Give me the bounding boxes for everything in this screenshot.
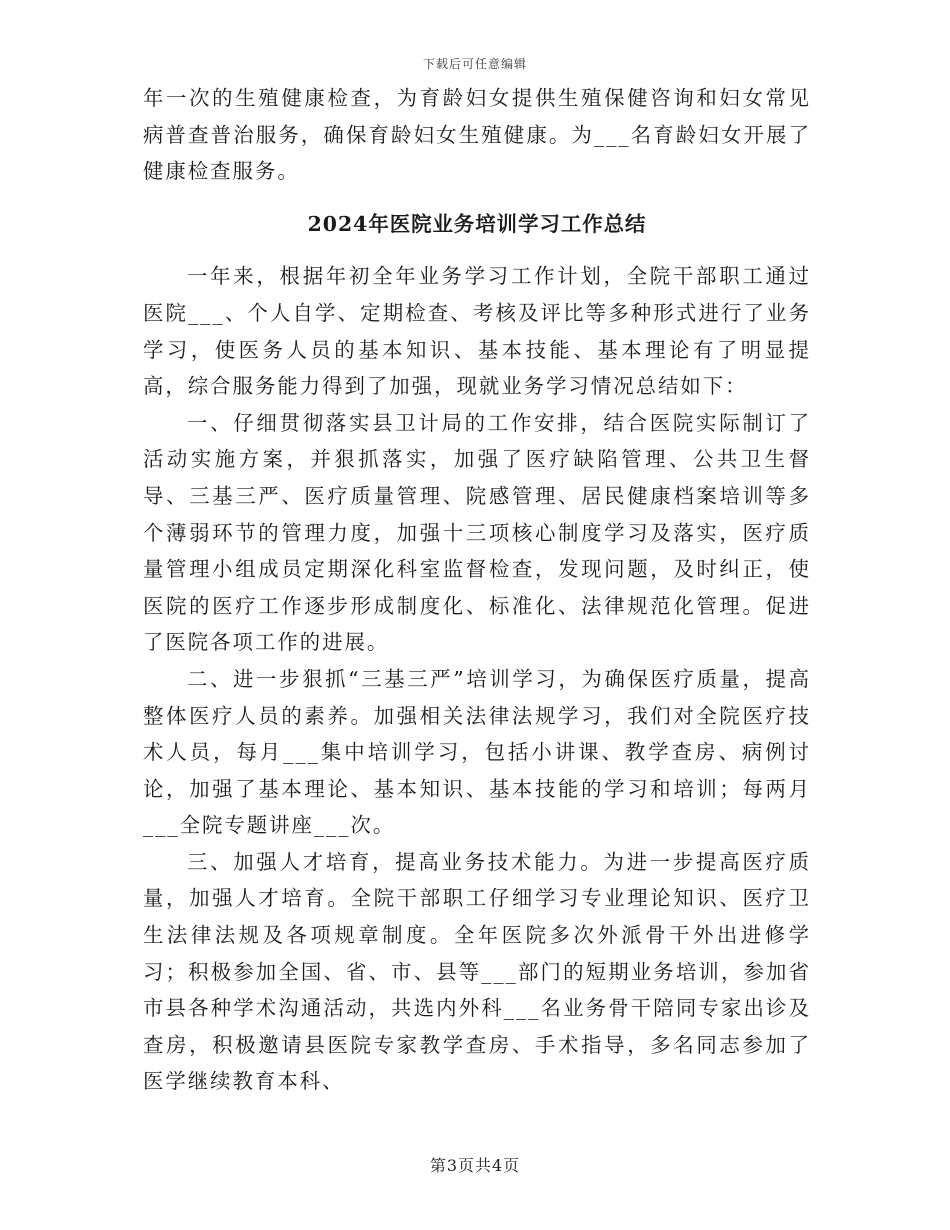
page-number: 第3页共4页 bbox=[429, 1156, 521, 1175]
document-body bbox=[143, 80, 811, 1100]
intro-paragraph: 年一次的生殖健康检查，为育龄妇女提供生殖保健咨询和妇女常见病普查普治服务，确保育龄妇女生殖健康。为___名育龄妇女开展了健康检查服务。 bbox=[143, 86, 811, 184]
paragraph-section-one: 一、仔细贯彻落实县卫计局的工作安排，结合医院实际制订了活动实施方案，并狠抓落实，加强了医疗缺陷管理、公共卫生督导、三基三严、医疗质量管理、院感管理、居民健康档案培训等多个薄弱环节的管理力度，加强十三项核心制度学习及落实，医疗质量管理小组成员定期深化科室监督检查，发现问题，及时纠正，使医院的医疗工作逐步形成制度化、标准化、法律规范化管理。促进了医院各项工作的进展。 bbox=[143, 410, 811, 655]
paragraph-section-three: 三、加强人才培育，提高业务技术能力。为进一步提高医疗质量，加强人才培育。全院干部职工仔细学习专业理论知识、医疗卫生法律法规及各项规章制度。全年医院多次外派骨干外出进修学习；积极参加全国、省、市、县等___部门的短期业务培训，参加省市县各种学术沟通活动，共选内外科___名业务骨干陪同专家出诊及查房，积极邀请县医院专家教学查房、手术指导，多名同志参加了医学继续教育本科、 bbox=[143, 849, 811, 1094]
paragraph-overview: 一年来，根据年初全年业务学习工作计划，全院干部职工通过医院___、个人自学、定期检查、考核及评比等多种形式进行了业务学习，使医务人员的基本知识、基本技能、基本理论有了明显提高，综合服务能力得到了加强，现就业务学习情况总结如下： bbox=[143, 264, 811, 399]
document-title: 2024年医院业务培训学习工作总结 bbox=[307, 211, 647, 236]
paragraph-section-two: 二、进一步狠抓“三基三严”培训学习，为确保医疗质量，提高整体医疗人员的素养。加强相关法律法规学习，我们对全院医疗技术人员，每月___集中培训学习，包括小讲课、教学查房、病例讨论，加强了基本理论、基本知识、基本技能的学习和培训；每两月___全院专题讲座___次。 bbox=[143, 666, 811, 838]
page-header-note: 下载后可任意编辑 bbox=[422, 57, 527, 71]
